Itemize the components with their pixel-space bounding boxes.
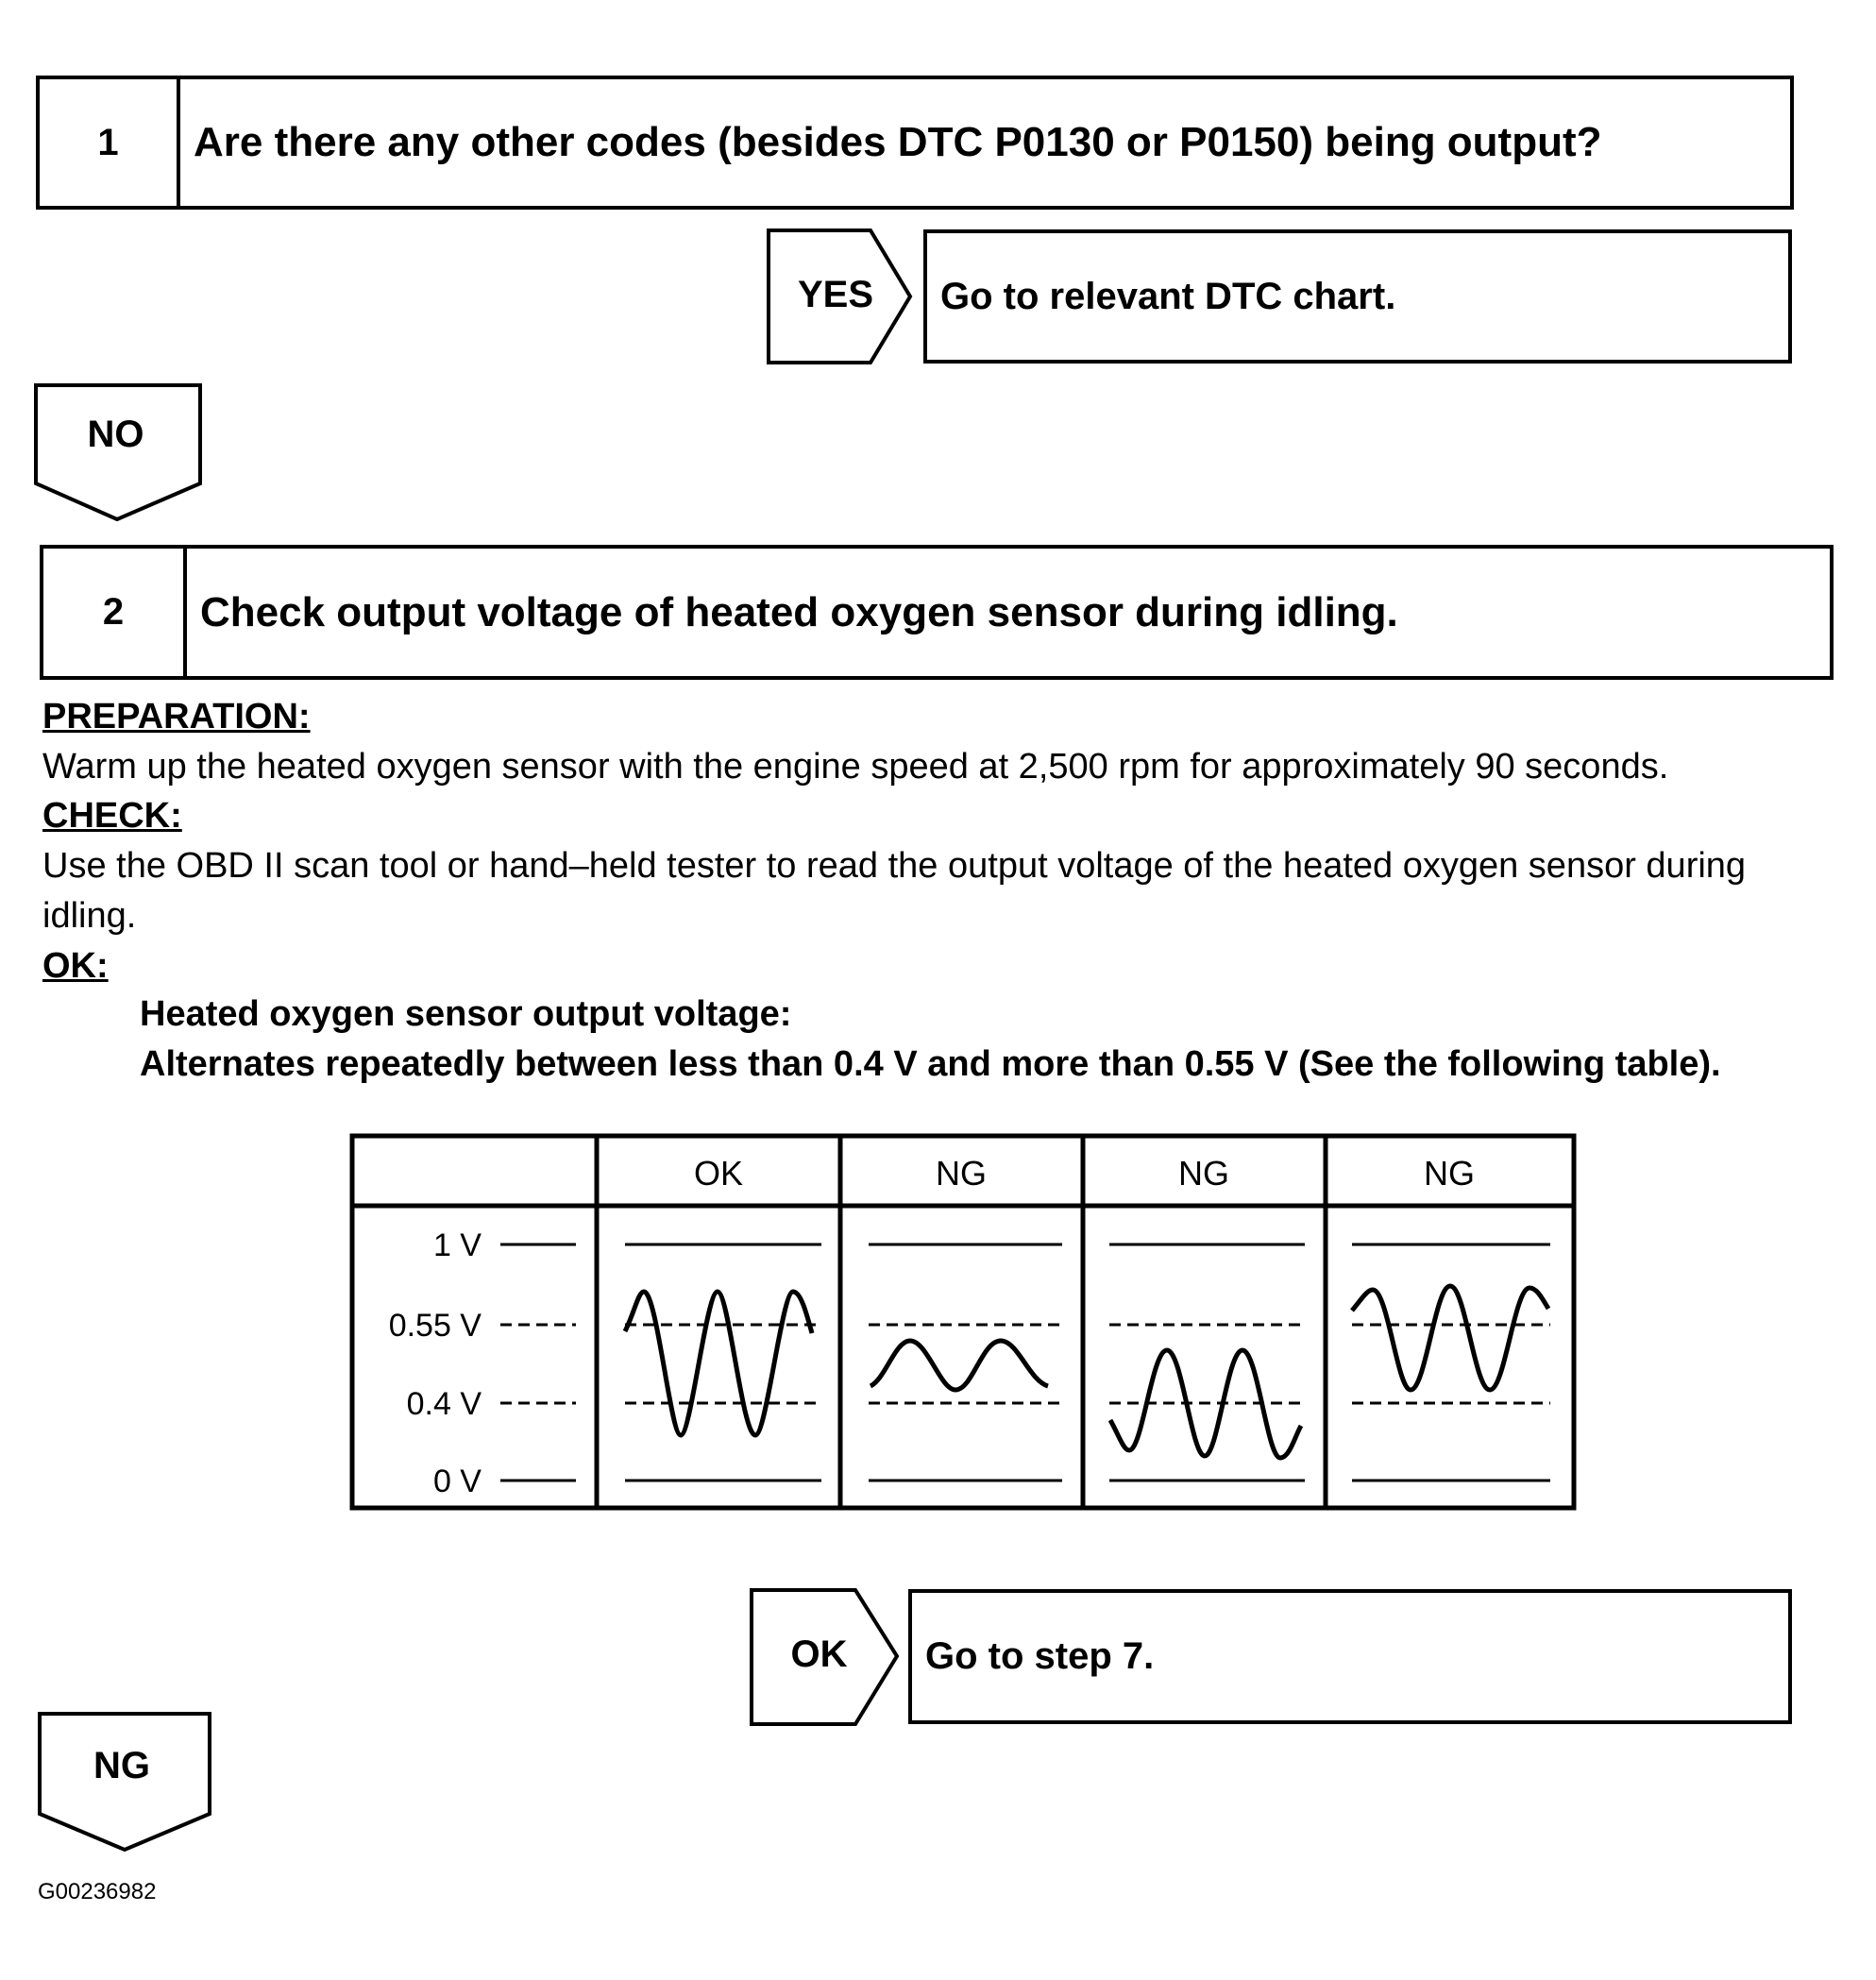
preparation-heading: PREPARATION: <box>42 697 311 736</box>
column-header: NG <box>936 1154 987 1193</box>
step2-question: Check output voltage of heated oxygen sensor during idling. <box>200 588 1398 635</box>
column-header: NG <box>1424 1154 1475 1193</box>
ng-label: NG <box>93 1745 150 1786</box>
step1-number: 1 <box>40 79 180 206</box>
step1-question: Are there any other codes (besides DTC P0130 or P0150) being output? <box>194 119 1602 165</box>
voltage-label: 1 V <box>432 1227 482 1263</box>
ok-result-box: Go to step 7. <box>908 1589 1792 1724</box>
voltage-label: 0.55 V <box>388 1308 482 1344</box>
yes-result-box: Go to relevant DTC chart. <box>923 229 1792 364</box>
waveform-table <box>349 1133 1577 1520</box>
step2-box <box>40 545 1834 680</box>
figure-id: G00236982 <box>38 1879 157 1904</box>
check-heading: CHECK: <box>42 796 182 836</box>
column-header: NG <box>1178 1154 1229 1193</box>
yes-label: YES <box>797 274 874 315</box>
no-label: NO <box>87 414 144 455</box>
ok-label: OK <box>790 1633 848 1675</box>
step2-number: 2 <box>43 549 187 676</box>
voltage-label: 0.4 V <box>406 1386 482 1422</box>
voltage-label: 0 V <box>432 1464 482 1499</box>
ok-spec-line2: Alternates repeatedly between less than 0.4 V and more than 0.55 V (See the following table). <box>140 1044 1721 1084</box>
column-header: OK <box>693 1154 744 1193</box>
check-text: Use the OBD II scan tool or hand–held tester to read the output voltage of the heated oxygen sensor during idling. <box>42 846 1747 936</box>
ok-spec-line1: Heated oxygen sensor output voltage: <box>140 994 792 1034</box>
step1-box <box>36 76 1794 210</box>
preparation-text: Warm up the heated oxygen sensor with the engine speed at 2,500 rpm for approximately 90 seconds. <box>42 747 1669 787</box>
ok-heading: OK: <box>42 946 109 986</box>
